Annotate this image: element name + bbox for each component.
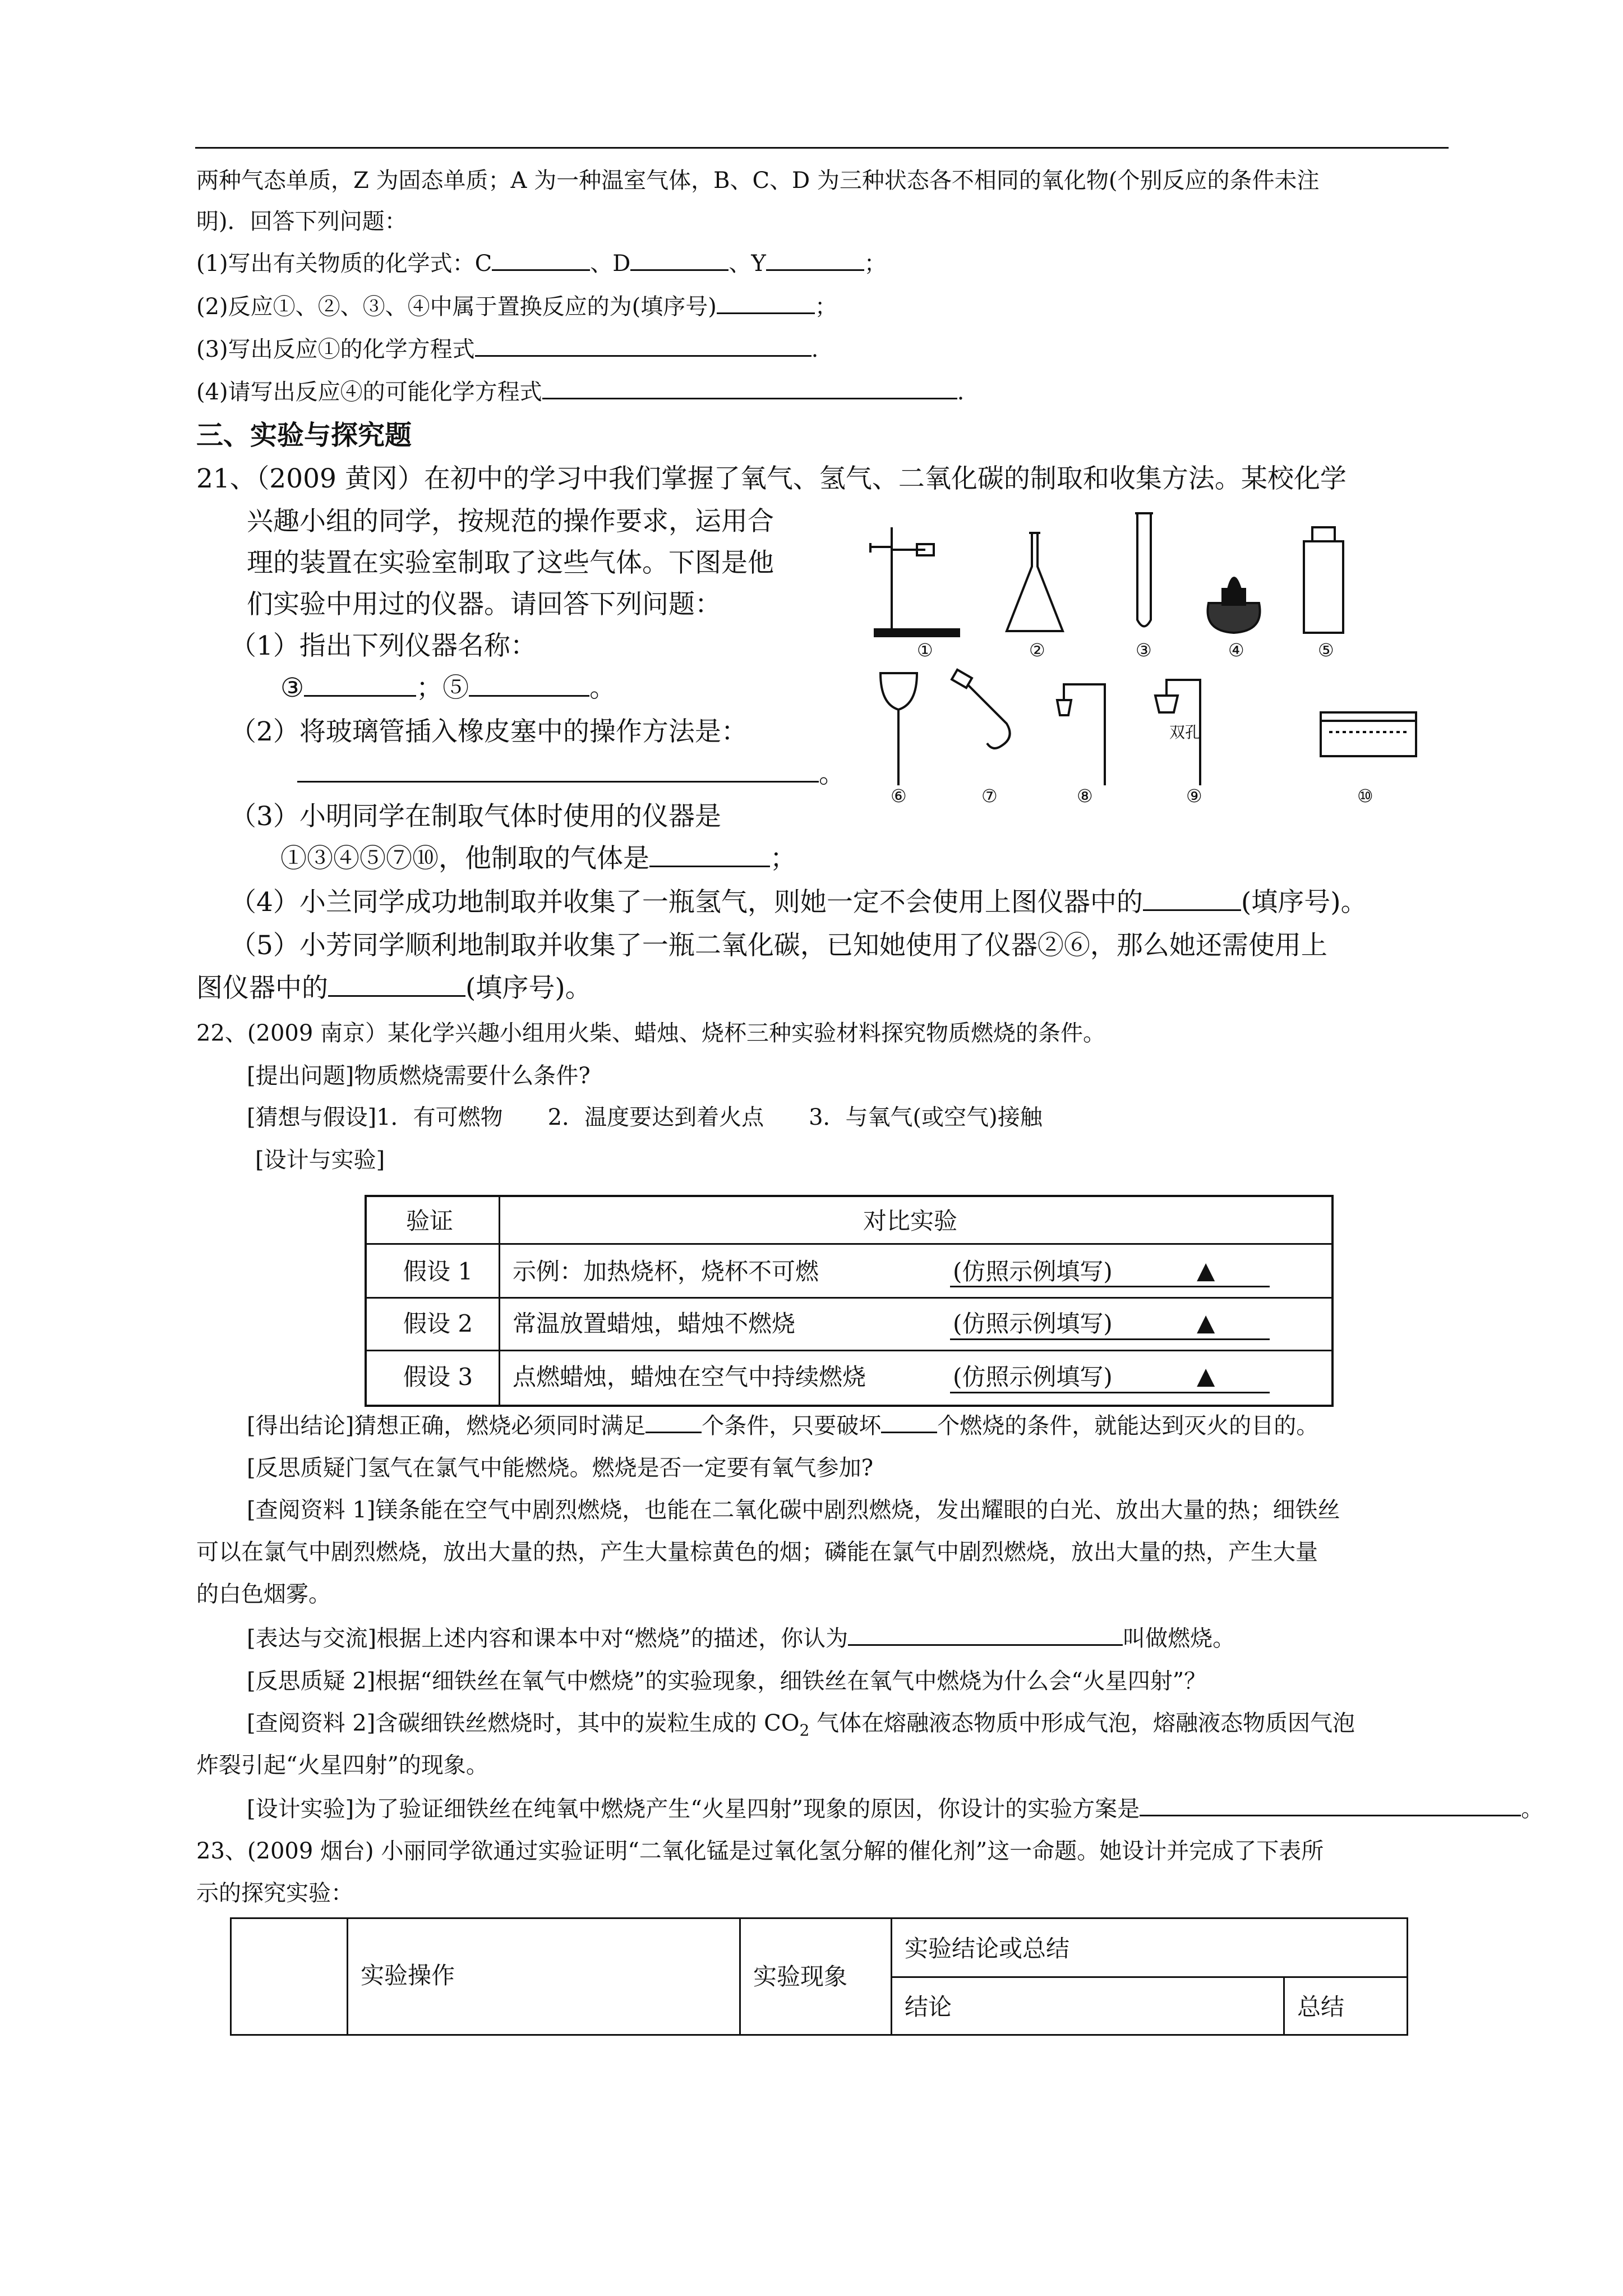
q22-info-2-line-1: [247, 1712, 1355, 1738]
q21-intro-2: 兴趣小组的同学，按规范的操作要求，运用合: [247, 506, 774, 537]
header-line-1: 两种气态单质，Z 为固态单质；A 为一种温室气体，B、C、D 为三种状态各不相同的氧化物(个别反应的条件未注: [196, 168, 1320, 194]
q22-design-2-end: 。: [1521, 1796, 1544, 1822]
table-row-3-mark: ▲: [1197, 1362, 1215, 1389]
q22-conclusion: [247, 1415, 1318, 1437]
apparatus-figure: [864, 505, 1430, 808]
q22-design: [设计与实验]: [255, 1147, 385, 1173]
label-10: ⑩: [1357, 785, 1373, 807]
q20-part4-end: .: [957, 379, 965, 405]
q21-part5b-text: 图仪器中的: [196, 973, 328, 1004]
table-row-1-head: 假设 1: [403, 1258, 473, 1285]
q21-part1-sep: ；⑤: [416, 673, 469, 703]
q21-part3b: [280, 845, 796, 872]
q22-conclusion-c: 个燃烧的条件，就能达到灭火的目的。: [937, 1413, 1319, 1439]
double-hole-label: 双孔: [1169, 723, 1201, 742]
label-5: ⑤: [1318, 639, 1334, 661]
q21-part5b-end: (填序号)。: [465, 973, 592, 1004]
q22-info-2-b: 气体在熔融液态物质中形成气泡，熔融液态物质因气泡: [809, 1710, 1355, 1736]
q23-col-conclusion-head: 实验结论或总结: [905, 1935, 1070, 1962]
table-row-3-head: 假设 3: [403, 1363, 473, 1391]
table-row-1-example: 示例：加热烧杯，烧杯不可燃: [513, 1258, 819, 1285]
q22-table: [365, 1195, 1334, 1407]
q21-part4-text: （4）小兰同学成功地制取并收集了一瓶氢气，则她一定不会使用上图仪器中的: [230, 887, 1143, 918]
q21-part4: [230, 887, 1367, 918]
alcohol-lamp-icon: [1207, 578, 1260, 633]
q22-express-b: 叫做燃烧。: [1123, 1626, 1235, 1651]
q22-conclusion-b: 个条件，只要破坏: [702, 1413, 882, 1439]
q22-info-2-line-2: 炸裂引起“火星四射”的现象。: [196, 1752, 488, 1778]
q21-part3b-end: ；: [770, 843, 796, 874]
q20-part3-end: .: [811, 337, 819, 362]
iron-stand-icon: [870, 527, 959, 636]
q22-design-2: [247, 1798, 1543, 1820]
table-row-2-head: 假设 2: [403, 1310, 473, 1337]
q21-part5: （5）小芳同学顺利地制取并收集了一瓶二氧化碳，已知她使用了仪器②⑥，那么她还需使用上: [230, 930, 1327, 961]
q20-part4: [196, 381, 964, 403]
q20-part4-text: (4)请写出反应④的可能化学方程式: [196, 379, 542, 405]
label-2: ②: [1029, 639, 1045, 661]
stopper-tube-icon: [1057, 684, 1105, 785]
q21-part1: （1）指出下列仪器名称：: [230, 631, 537, 661]
label-7: ⑦: [981, 785, 998, 807]
q20-part1: [196, 252, 887, 275]
label-6: ⑥: [891, 785, 907, 807]
q22-reflect-2: [反思质疑 2]根据“细铁丝在氧气中燃烧”的实验现象，细铁丝在氧气中燃烧为什么会“火星四射”？: [247, 1668, 1207, 1694]
table-row-1-mark: ▲: [1197, 1257, 1215, 1284]
q20-part1-text: (1)写出有关物质的化学式：C: [196, 251, 492, 277]
q21-part2-end: 。: [819, 758, 845, 789]
q21-part3: （3）小明同学在制取气体时使用的仪器是: [230, 801, 721, 832]
label-9: ⑨: [1186, 785, 1202, 807]
label-8: ⑧: [1077, 785, 1093, 807]
q21-intro-4: 们实验中用过的仪器。请回答下列问题：: [247, 589, 721, 620]
gas-jar-icon: [1304, 527, 1343, 633]
q22-design-2-text: [设计实验]为了验证细铁丝在纯氧中燃烧产生“火星四射”现象的原因，你设计的实验方案是: [247, 1796, 1140, 1822]
table-row-2-example: 常温放置蜡烛，蜡烛不燃烧: [513, 1310, 796, 1337]
q20-part1-sep2: 、Y: [728, 251, 766, 277]
conical-flask-icon: [1007, 533, 1063, 631]
label-3: ③: [1136, 639, 1152, 661]
table-header-verify: 验证: [406, 1207, 454, 1235]
q22-info-1-line-2: 可以在氯气中剧烈燃烧，放出大量的热，产生大量棕黄色的烟；磷能在氯气中剧烈燃烧，放出大量的热，产生大量: [196, 1539, 1318, 1565]
table-row-3-fill: (仿照示例填写): [953, 1363, 1113, 1391]
header-rule: [195, 147, 1449, 149]
q22-express-a: [表达与交流]根据上述内容和课本中对“燃烧”的描述，你认为: [247, 1626, 849, 1651]
label-1: ①: [917, 639, 933, 661]
q21-part4-end: (填序号)。: [1241, 887, 1367, 918]
q21-part2-line: [297, 758, 845, 789]
q22-express: [247, 1627, 1235, 1650]
q22-hypothesis: [猜想与假设]1．有可燃物 2．温度要达到着火点 3．与氧气(或空气)接触: [247, 1105, 1043, 1130]
q21-part1-answers: [280, 675, 616, 701]
test-tube-icon: [1135, 513, 1153, 627]
q20-part1-sep1: 、D: [590, 251, 631, 277]
q22-info-2-sub: 2: [799, 1721, 810, 1740]
q20-part2: [196, 296, 837, 318]
header-line-2: 明)．回答下列问题：: [196, 209, 407, 234]
table-row-1-fill: (仿照示例填写): [953, 1258, 1113, 1285]
q22-ask: [提出问题]物质燃烧需要什么条件?: [247, 1063, 591, 1089]
q21-part5b: [196, 973, 592, 1004]
q20-part2-end: ；: [814, 294, 837, 320]
q21-part1-end: 。: [589, 673, 616, 703]
q23-col-phenomenon: 实验现象: [753, 1963, 848, 1990]
q23-col-conclusion: 结论: [905, 1993, 952, 2021]
funnel-icon: [879, 673, 918, 785]
table-row-3-example: 点燃蜡烛，蜡烛在空气中持续燃烧: [513, 1363, 866, 1391]
q21-part1-a: ③: [280, 673, 305, 703]
q21-intro-1: 21、（2009 黄冈）在初中的学习中我们掌握了氧气、氢气、二氧化碳的制取和收集方法。某校化学: [196, 463, 1347, 494]
q23-intro-1: 23、(2009 烟台) 小丽同学欲通过实验证明“二氧化锰是过氧化氢分解的催化剂”这一命题。她设计并完成了下表所: [196, 1838, 1324, 1864]
label-4: ④: [1228, 639, 1244, 661]
q22-info-1-line-3: 的白色烟雾。: [196, 1581, 331, 1607]
q21-intro-3: 理的装置在实验室制取了这些气体。下图是他: [247, 547, 774, 578]
q23-table: [230, 1917, 1408, 2036]
q22-info-1-line-1: [查阅资料 1]镁条能在空气中剧烈燃烧，也能在二氧化碳中剧烈燃烧，发出耀眼的白光、放出大量的热；细铁丝: [247, 1497, 1340, 1523]
q21-part2: （2）将玻璃管插入橡皮塞中的操作方法是：: [230, 716, 748, 747]
table-header-compare: 对比实验: [863, 1207, 958, 1235]
q23-col-summary: 总结: [1297, 1993, 1345, 2021]
section-3-title: 三、实验与探究题: [196, 420, 412, 451]
q23-col-operation: 实验操作: [361, 1962, 455, 1989]
q22-conclusion-a: [得出结论]猜想正确，燃烧必须同时满足: [247, 1413, 646, 1439]
q22-intro: 22、(2009 南京）某化学兴趣小组用火柴、蜡烛、烧杯三种实验材料探究物质燃烧的条件。: [196, 1020, 1106, 1046]
q22-info-2-a: [查阅资料 2]含碳细铁丝燃烧时，其中的炭粒生成的 CO: [247, 1710, 800, 1736]
q22-reflect-1: [反思质疑门氢气在氯气中能燃烧。燃烧是否一定要有氧气参加?: [247, 1455, 874, 1481]
q20-part1-end: ；: [864, 251, 887, 277]
table-row-2-fill: (仿照示例填写): [953, 1310, 1113, 1337]
bent-tube-icon: [952, 670, 1010, 748]
q21-part3b-text: ①③④⑤⑦⑩，他制取的气体是: [280, 843, 649, 874]
q20-part2-text: (2)反应①、②、③、④中属于置换反应的为(填序号): [196, 294, 717, 320]
water-trough-icon: [1321, 712, 1416, 756]
table-row-2-mark: ▲: [1197, 1309, 1215, 1336]
q23-intro-2: 示的探究实验：: [196, 1880, 353, 1906]
q20-part3: [196, 338, 818, 361]
q20-part3-text: (3)写出反应①的化学方程式: [196, 337, 475, 362]
